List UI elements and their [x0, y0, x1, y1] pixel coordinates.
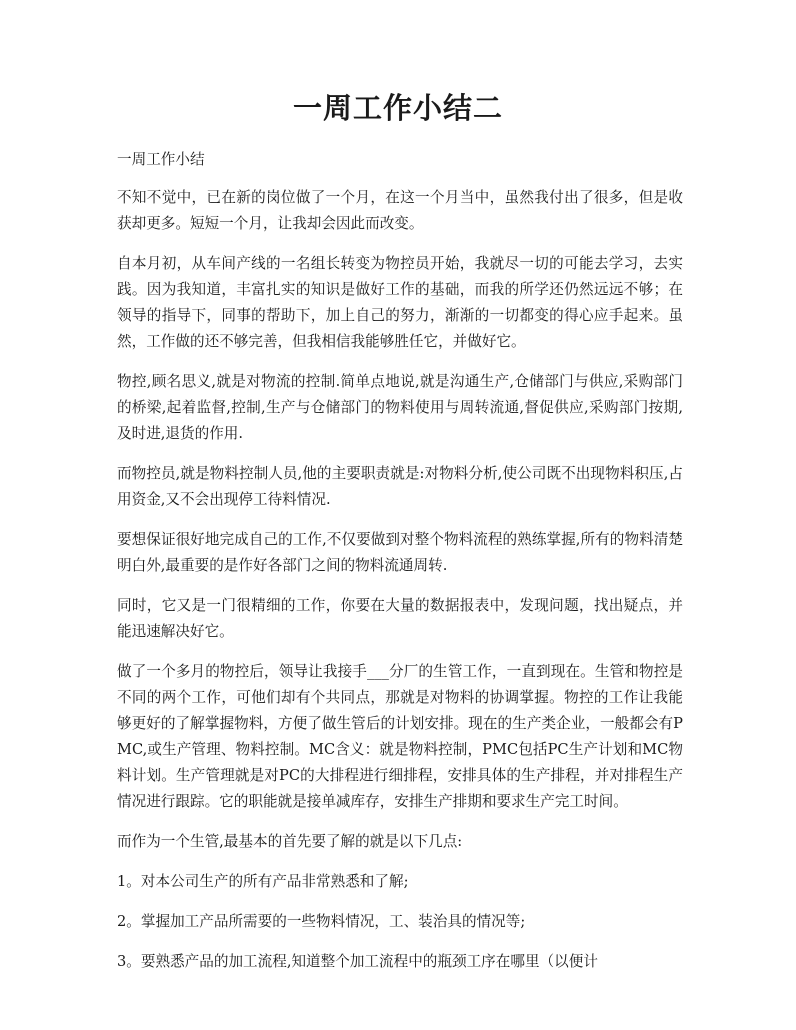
- document-subtitle: 一周工作小结: [117, 151, 205, 168]
- document-body: [117, 147, 683, 989]
- paragraph: 物控,顾名思义,就是对物流的控制.简单点地说,就是沟通生产,仓储部门与供应,采购部门的桥梁,起着监督,控制,生产与仓储部门的物料使用与周转流通,督促供应,采购部门按期,及时进,退货的作用.: [117, 373, 683, 442]
- paragraph: 而物控员,就是物料控制人员,他的主要职责就是:对物料分析,使公司既不出现物料积压,占用资金,又不会出现停工待料情况.: [117, 465, 683, 508]
- paragraph: 不知不觉中，已在新的岗位做了一个月，在这一个月当中，虽然我付出了很多，但是收获却更多。短短一个月，让我却会因此而改变。: [117, 189, 683, 232]
- paragraph: 同时，它又是一门很精细的工作，你要在大量的数据报表中，发现问题，找出疑点，并能迅速解决好它。: [117, 597, 683, 640]
- paragraph: 做了一个多月的物控后，领导让我接手___分厂的生管工作，一直到现在。生管和物控是不同的两个工作，可他们却有个共同点，那就是对物料的协调掌握。物控的工作让我能够更好的了解掌握物料，方便了做生管后的计划安排。现在的生产类企业，一般都会有PMC,或生产管理、物料控制。MC含义：就是物料控制，PMC包括PC生产计划和MC物料计划。生产管理就是对PC的大排程进行细排程，安排具体的生产排程，并对排程生产情况进行跟踪。它的职能就是接单减库存，安排生产排期和要求生产完工时间。: [117, 663, 683, 810]
- paragraph: 而作为一个生管,最基本的首先要了解的就是以下几点:: [117, 833, 463, 850]
- list-item: 1。对本公司生产的所有产品非常熟悉和了解;: [117, 873, 409, 890]
- paragraph: 自本月初，从车间产线的一名组长转变为物控员开始，我就尽一切的可能去学习，去实践。因为我知道，丰富扎实的知识是做好工作的基础，而我的所学还仍然远远不够；在领导的指导下，同事的帮助下，加上自己的努力，渐渐的一切都变的得心应手起来。虽然，工作做的还不够完善，但我相信我能够胜任它，并做好它。: [117, 255, 683, 350]
- document-title: 一周工作小结二: [292, 91, 503, 125]
- list-item: 2。掌握加工产品所需要的一些物料情况，工、装治具的情况等;: [117, 913, 526, 930]
- paragraph: 要想保证很好地完成自己的工作,不仅要做到对整个物料流程的熟练掌握,所有的物料清楚明白外,最重要的是作好各部门之间的物料流通周转.: [117, 531, 683, 574]
- list-item: 3。要熟悉产品的加工流程,知道整个加工流程中的瓶颈工序在哪里（以便计: [117, 953, 598, 970]
